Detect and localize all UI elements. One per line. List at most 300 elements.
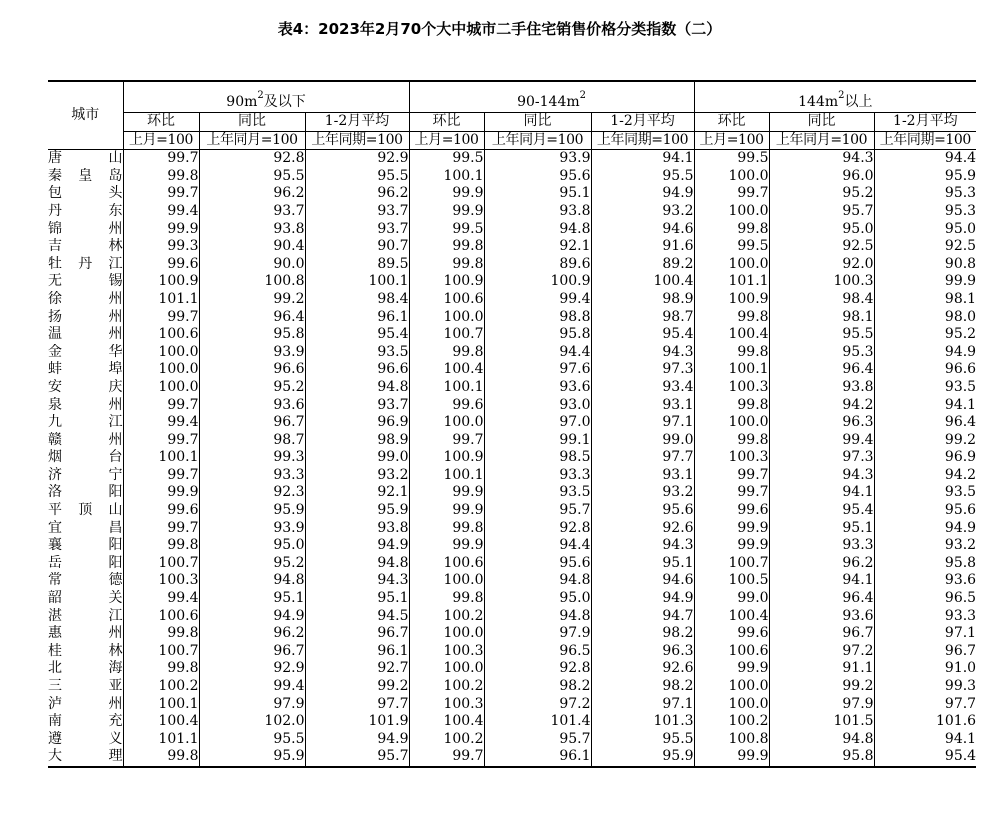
- header-row-groups: [48, 81, 976, 113]
- city-name: 宜昌: [48, 519, 123, 536]
- column-base-label: 上年同期=100: [591, 131, 694, 150]
- table-row: [48, 379, 976, 397]
- index-value: 96.2: [199, 185, 305, 203]
- index-value: 95.8: [484, 326, 591, 344]
- table-row: [48, 168, 976, 186]
- city-name: 桂林: [48, 642, 123, 659]
- index-value: 101.5: [769, 713, 874, 731]
- index-value: 95.4: [591, 326, 694, 344]
- index-value: 100.0: [409, 414, 484, 432]
- column-base-label: 上月=100: [409, 131, 484, 150]
- index-value: 99.9: [409, 484, 484, 502]
- index-value: 94.8: [484, 572, 591, 590]
- group-sup: 2: [257, 90, 264, 102]
- index-value: 99.7: [409, 748, 484, 767]
- group-header-90-144: [409, 81, 694, 113]
- index-value: 94.9: [305, 537, 409, 555]
- index-value: 94.9: [199, 608, 305, 626]
- index-value: 95.5: [591, 168, 694, 186]
- city-name: 泸州: [48, 695, 123, 712]
- index-value: 97.6: [484, 361, 591, 379]
- index-value: 99.0: [305, 449, 409, 467]
- index-value: 100.0: [409, 572, 484, 590]
- index-value: 100.2: [123, 678, 199, 696]
- index-value: 98.2: [591, 678, 694, 696]
- city-name: 遵义: [48, 730, 123, 747]
- index-value: 95.7: [305, 748, 409, 767]
- index-value: 93.3: [484, 467, 591, 485]
- index-value: 93.2: [874, 537, 976, 555]
- index-value: 92.6: [591, 660, 694, 678]
- index-value: 97.9: [199, 696, 305, 714]
- index-value: 95.2: [199, 379, 305, 397]
- index-value: 99.7: [123, 397, 199, 415]
- index-value: 92.8: [484, 660, 591, 678]
- table-header: [48, 81, 976, 150]
- index-value: 96.4: [874, 414, 976, 432]
- index-value: 92.7: [305, 660, 409, 678]
- index-value: 99.3: [874, 678, 976, 696]
- group-header-144-above: [694, 81, 976, 113]
- index-value: 97.3: [769, 449, 874, 467]
- index-value: 95.6: [484, 168, 591, 186]
- index-value: 99.8: [694, 344, 769, 362]
- index-value: 93.8: [769, 379, 874, 397]
- index-value: 93.8: [305, 520, 409, 538]
- index-value: 94.2: [769, 397, 874, 415]
- column-base-label: 上年同月=100: [199, 131, 305, 150]
- city-name: 金华: [48, 343, 123, 360]
- index-value: 99.9: [409, 185, 484, 203]
- table-row: [48, 660, 976, 678]
- index-value: 94.8: [305, 379, 409, 397]
- index-value: 93.7: [199, 203, 305, 221]
- index-value: 95.0: [874, 221, 976, 239]
- header-row-sub: [48, 113, 976, 132]
- index-value: 100.1: [409, 467, 484, 485]
- index-value: 93.7: [305, 203, 409, 221]
- index-value: 93.2: [305, 467, 409, 485]
- city-name: 南充: [48, 713, 123, 730]
- index-value: 90.7: [305, 238, 409, 256]
- price-index-table: [48, 80, 976, 768]
- index-value: 93.5: [874, 484, 976, 502]
- index-value: 96.6: [199, 361, 305, 379]
- index-value: 92.9: [199, 660, 305, 678]
- index-value: 100.4: [409, 713, 484, 731]
- index-value: 94.3: [591, 344, 694, 362]
- index-value: 100.1: [123, 449, 199, 467]
- table-row: [48, 731, 976, 749]
- index-value: 89.6: [484, 256, 591, 274]
- index-value: 96.9: [305, 414, 409, 432]
- index-value: 101.4: [484, 713, 591, 731]
- index-value: 100.3: [409, 643, 484, 661]
- index-value: 100.0: [694, 696, 769, 714]
- group-suffix: 以上: [844, 94, 873, 111]
- index-value: 98.7: [199, 432, 305, 450]
- index-value: 98.4: [305, 291, 409, 309]
- index-value: 95.5: [199, 731, 305, 749]
- index-value: 92.8: [199, 150, 305, 168]
- index-value: 98.9: [591, 291, 694, 309]
- index-value: 91.6: [591, 238, 694, 256]
- index-value: 100.0: [409, 309, 484, 327]
- index-value: 95.2: [874, 326, 976, 344]
- index-value: 96.0: [769, 168, 874, 186]
- index-value: 94.1: [769, 572, 874, 590]
- index-value: 100.1: [409, 168, 484, 186]
- index-value: 100.9: [484, 273, 591, 291]
- index-value: 98.7: [591, 309, 694, 327]
- index-value: 94.9: [874, 344, 976, 362]
- index-value: 100.4: [694, 326, 769, 344]
- index-value: 97.9: [484, 625, 591, 643]
- index-value: 95.1: [199, 590, 305, 608]
- index-value: 99.6: [123, 502, 199, 520]
- index-value: 95.3: [874, 185, 976, 203]
- index-value: 99.8: [694, 397, 769, 415]
- index-value: 89.5: [305, 256, 409, 274]
- group-sup: 2: [838, 90, 845, 102]
- index-value: 98.2: [484, 678, 591, 696]
- index-value: 98.5: [484, 449, 591, 467]
- index-value: 95.4: [874, 748, 976, 767]
- index-value: 95.8: [874, 555, 976, 573]
- index-value: 99.2: [199, 291, 305, 309]
- column-base-label: 上月=100: [123, 131, 199, 150]
- index-value: 100.0: [123, 361, 199, 379]
- table-row: [48, 555, 976, 573]
- table-row: [48, 713, 976, 731]
- city-name: 惠州: [48, 625, 123, 642]
- group-label: 90-144m: [517, 94, 580, 111]
- table-row: [48, 344, 976, 362]
- index-value: 96.4: [769, 361, 874, 379]
- index-value: 99.8: [409, 344, 484, 362]
- city-name: 赣州: [48, 431, 123, 448]
- index-value: 99.7: [123, 520, 199, 538]
- index-value: 99.9: [694, 660, 769, 678]
- index-value: 95.8: [199, 326, 305, 344]
- index-value: 100.1: [694, 361, 769, 379]
- column-subheader: 同比: [484, 113, 591, 132]
- city-name: 牡丹江: [48, 255, 123, 272]
- index-value: 99.6: [123, 256, 199, 274]
- index-value: 93.5: [484, 484, 591, 502]
- index-value: 100.2: [409, 608, 484, 626]
- city-name: 九江: [48, 414, 123, 431]
- index-value: 95.0: [769, 221, 874, 239]
- index-value: 93.7: [305, 221, 409, 239]
- index-value: 99.5: [409, 221, 484, 239]
- index-value: 100.8: [694, 731, 769, 749]
- index-value: 99.4: [769, 432, 874, 450]
- index-value: 93.3: [199, 467, 305, 485]
- index-value: 99.8: [123, 168, 199, 186]
- index-value: 92.5: [769, 238, 874, 256]
- index-value: 95.7: [484, 731, 591, 749]
- index-value: 100.9: [694, 291, 769, 309]
- index-value: 95.1: [484, 185, 591, 203]
- index-value: 97.3: [591, 361, 694, 379]
- table-row: [48, 502, 976, 520]
- index-value: 94.1: [769, 484, 874, 502]
- city-name: 蚌埠: [48, 361, 123, 378]
- index-value: 92.9: [305, 150, 409, 168]
- index-value: 99.7: [694, 467, 769, 485]
- index-value: 100.4: [409, 361, 484, 379]
- index-value: 100.6: [694, 643, 769, 661]
- index-value: 101.1: [123, 731, 199, 749]
- city-name: 大理: [48, 748, 123, 767]
- index-value: 93.1: [591, 467, 694, 485]
- index-value: 100.1: [305, 273, 409, 291]
- city-name: 包头: [48, 185, 123, 202]
- index-value: 94.8: [484, 221, 591, 239]
- group-suffix: 及以下: [263, 94, 306, 111]
- index-value: 99.9: [694, 537, 769, 555]
- index-value: 93.0: [484, 397, 591, 415]
- index-value: 97.2: [769, 643, 874, 661]
- index-value: 94.3: [769, 150, 874, 168]
- column-base-label: 上年同月=100: [484, 131, 591, 150]
- index-value: 94.1: [874, 731, 976, 749]
- index-value: 95.9: [199, 502, 305, 520]
- index-value: 100.6: [123, 326, 199, 344]
- index-value: 100.3: [769, 273, 874, 291]
- index-value: 94.7: [591, 608, 694, 626]
- index-value: 100.8: [199, 273, 305, 291]
- index-value: 100.9: [123, 273, 199, 291]
- column-subheader: 同比: [769, 113, 874, 132]
- index-value: 99.1: [484, 432, 591, 450]
- index-value: 100.0: [694, 678, 769, 696]
- index-value: 94.2: [874, 467, 976, 485]
- index-value: 95.5: [199, 168, 305, 186]
- index-value: 99.8: [123, 625, 199, 643]
- city-name: 烟台: [48, 449, 123, 466]
- index-value: 92.8: [484, 520, 591, 538]
- index-value: 90.4: [199, 238, 305, 256]
- index-value: 93.5: [305, 344, 409, 362]
- index-value: 100.7: [409, 326, 484, 344]
- city-name: 锦州: [48, 220, 123, 237]
- index-value: 92.3: [199, 484, 305, 502]
- index-value: 99.9: [409, 537, 484, 555]
- index-value: 95.6: [591, 502, 694, 520]
- index-value: 99.9: [694, 520, 769, 538]
- index-value: 99.9: [123, 484, 199, 502]
- index-value: 98.1: [769, 309, 874, 327]
- city-name: 三亚: [48, 678, 123, 694]
- index-value: 99.6: [694, 625, 769, 643]
- index-value: 102.0: [199, 713, 305, 731]
- index-value: 94.8: [305, 555, 409, 573]
- index-value: 95.5: [305, 168, 409, 186]
- index-value: 95.5: [591, 731, 694, 749]
- index-value: 100.1: [409, 379, 484, 397]
- index-value: 99.8: [694, 221, 769, 239]
- city-name: 北海: [48, 660, 123, 677]
- index-value: 100.3: [694, 449, 769, 467]
- index-value: 99.2: [769, 678, 874, 696]
- column-base-label: 上年同期=100: [874, 131, 976, 150]
- index-value: 97.7: [874, 696, 976, 714]
- index-value: 99.8: [123, 660, 199, 678]
- index-value: 97.7: [305, 696, 409, 714]
- city-name: 无锡: [48, 273, 123, 290]
- table-row: [48, 678, 976, 696]
- index-value: 99.7: [123, 432, 199, 450]
- index-value: 93.8: [199, 221, 305, 239]
- header-row-base: [48, 131, 976, 150]
- index-value: 101.6: [874, 713, 976, 731]
- index-value: 100.6: [123, 608, 199, 626]
- index-value: 96.4: [199, 309, 305, 327]
- index-value: 99.8: [409, 520, 484, 538]
- index-value: 96.7: [305, 625, 409, 643]
- index-value: 100.4: [694, 608, 769, 626]
- index-value: 95.9: [199, 748, 305, 767]
- index-value: 93.9: [484, 150, 591, 168]
- table-row: [48, 256, 976, 274]
- index-value: 100.0: [694, 168, 769, 186]
- city-name: 济宁: [48, 466, 123, 483]
- index-value: 94.3: [769, 467, 874, 485]
- index-value: 99.4: [123, 203, 199, 221]
- index-value: 96.7: [874, 643, 976, 661]
- table-row: [48, 643, 976, 661]
- index-value: 95.7: [769, 203, 874, 221]
- index-value: 96.9: [874, 449, 976, 467]
- index-value: 95.4: [305, 326, 409, 344]
- index-value: 93.6: [874, 572, 976, 590]
- index-value: 93.6: [199, 397, 305, 415]
- table-row: [48, 238, 976, 256]
- index-value: 100.0: [409, 660, 484, 678]
- city-name: 吉林: [48, 238, 123, 255]
- table-row: [48, 185, 976, 203]
- index-value: 97.0: [484, 414, 591, 432]
- index-value: 94.1: [591, 150, 694, 168]
- index-value: 96.1: [305, 643, 409, 661]
- index-value: 100.3: [123, 572, 199, 590]
- index-value: 95.9: [305, 502, 409, 520]
- index-value: 101.3: [591, 713, 694, 731]
- index-value: 98.2: [591, 625, 694, 643]
- index-value: 100.7: [123, 555, 199, 573]
- city-name: 秦皇岛: [48, 167, 123, 184]
- index-value: 94.8: [769, 731, 874, 749]
- index-value: 94.8: [484, 608, 591, 626]
- city-name: 洛阳: [48, 484, 123, 501]
- index-value: 93.3: [874, 608, 976, 626]
- index-value: 96.4: [769, 590, 874, 608]
- index-value: 100.7: [694, 555, 769, 573]
- index-value: 101.9: [305, 713, 409, 731]
- index-value: 96.6: [874, 361, 976, 379]
- index-value: 95.9: [591, 748, 694, 767]
- city-name: 安庆: [48, 378, 123, 395]
- city-name: 襄阳: [48, 537, 123, 554]
- table-row: [48, 625, 976, 643]
- city-name: 岳阳: [48, 554, 123, 571]
- index-value: 93.9: [199, 520, 305, 538]
- index-value: 92.5: [874, 238, 976, 256]
- index-value: 95.7: [484, 502, 591, 520]
- index-value: 100.0: [694, 256, 769, 274]
- index-value: 99.7: [123, 309, 199, 327]
- index-value: 92.1: [484, 238, 591, 256]
- table-row: [48, 537, 976, 555]
- index-value: 95.3: [874, 203, 976, 221]
- index-value: 94.9: [305, 731, 409, 749]
- table-row: [48, 449, 976, 467]
- table-row: [48, 572, 976, 590]
- table-row: [48, 520, 976, 538]
- index-value: 100.2: [694, 713, 769, 731]
- index-value: 100.2: [409, 678, 484, 696]
- city-name: 徐州: [48, 290, 123, 307]
- index-value: 98.9: [305, 432, 409, 450]
- index-value: 99.8: [409, 590, 484, 608]
- index-value: 96.5: [874, 590, 976, 608]
- group-header-90-below: [123, 81, 409, 113]
- index-value: 93.5: [874, 379, 976, 397]
- index-value: 96.6: [305, 361, 409, 379]
- index-value: 96.1: [305, 309, 409, 327]
- index-value: 96.2: [769, 555, 874, 573]
- index-value: 94.6: [591, 221, 694, 239]
- index-value: 90.0: [199, 256, 305, 274]
- index-value: 93.3: [769, 537, 874, 555]
- index-value: 96.7: [769, 625, 874, 643]
- index-value: 93.1: [591, 397, 694, 415]
- index-value: 100.0: [123, 379, 199, 397]
- index-value: 92.6: [591, 520, 694, 538]
- index-value: 99.4: [199, 678, 305, 696]
- index-value: 94.4: [874, 150, 976, 168]
- index-value: 100.0: [409, 625, 484, 643]
- index-value: 94.4: [484, 537, 591, 555]
- index-value: 90.8: [874, 256, 976, 274]
- index-value: 99.7: [694, 185, 769, 203]
- table-row: [48, 273, 976, 291]
- column-subheader: 同比: [199, 113, 305, 132]
- city-name: 温州: [48, 326, 123, 343]
- index-value: 99.2: [874, 432, 976, 450]
- index-value: 99.9: [874, 273, 976, 291]
- column-subheader: 1-2月平均: [305, 113, 409, 132]
- index-value: 95.3: [769, 344, 874, 362]
- index-value: 94.9: [874, 520, 976, 538]
- index-value: 99.0: [591, 432, 694, 450]
- city-name: 泉州: [48, 396, 123, 413]
- index-value: 100.3: [694, 379, 769, 397]
- index-value: 101.1: [694, 273, 769, 291]
- table-row: [48, 361, 976, 379]
- index-value: 96.1: [484, 748, 591, 767]
- index-value: 91.0: [874, 660, 976, 678]
- index-value: 92.1: [305, 484, 409, 502]
- index-value: 100.9: [409, 273, 484, 291]
- index-value: 94.4: [484, 344, 591, 362]
- index-value: 95.2: [199, 555, 305, 573]
- column-subheader: 环比: [409, 113, 484, 132]
- index-value: 97.7: [591, 449, 694, 467]
- column-base-label: 上年同月=100: [769, 131, 874, 150]
